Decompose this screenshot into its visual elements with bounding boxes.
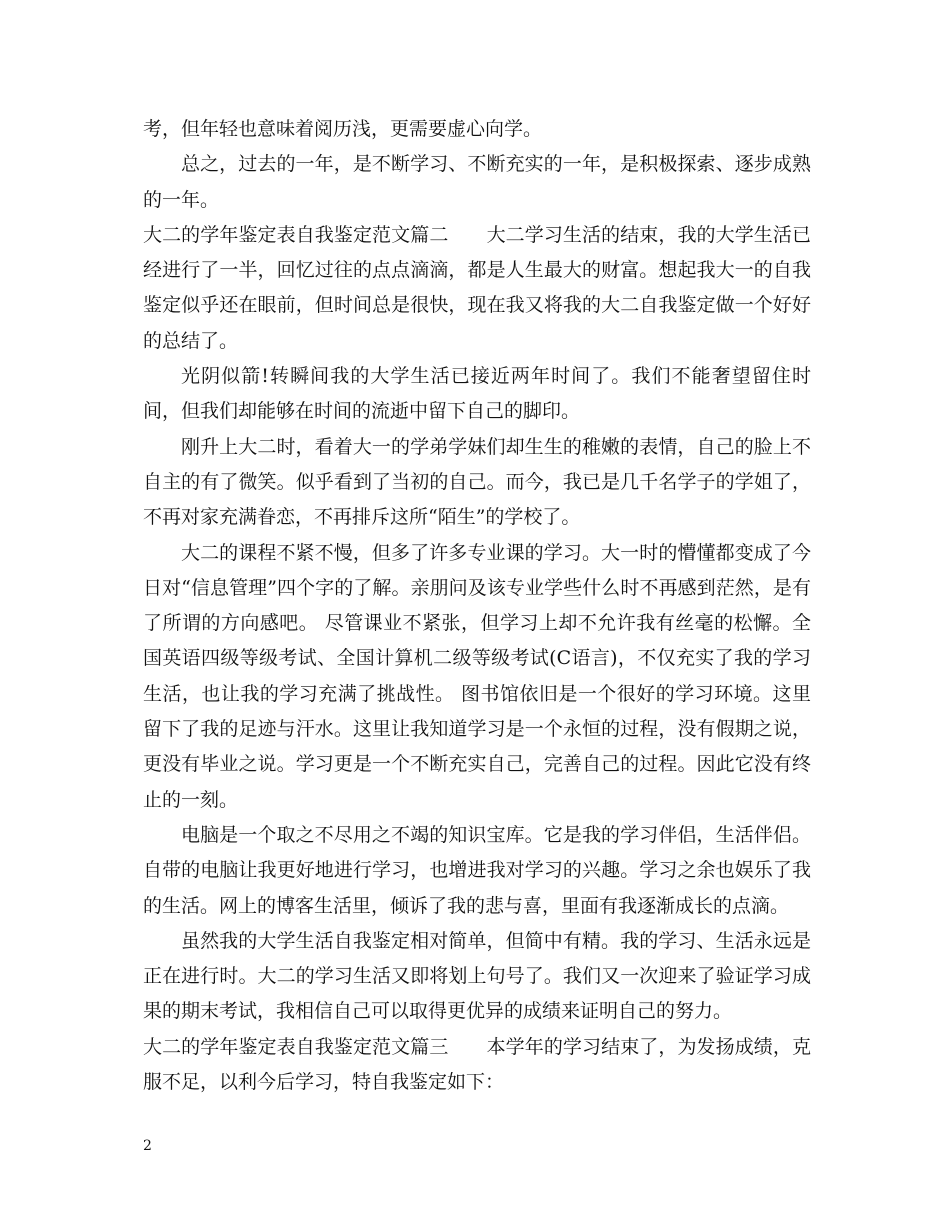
paragraph-7: 电脑是一个取之不尽用之不竭的知识宝库。它是我的学习伴侣，生活伴侣。自带的电脑让我更好地进行学习，也增进我对学习的兴趣。学习之余也娱乐了我的生活。网上的博客生活里，倾诉了我的悲与喜，里面有我逐渐成长的点滴。 [143,823,811,917]
paragraph-5: 刚升上大二时，看着大一的学弟学妹们却生生的稚嫩的表情，自己的脸上不自主的有了微笑。似乎看到了当初的自己。而今，我已是几千名学子的学姐了，不再对家充满眷恋，不再排斥这所“陌生”的学校了。 [143,435,811,529]
paragraph-8: 虽然我的大学生活自我鉴定相对简单，但简中有精。我的学习、生活永远是正在进行时。大二的学习生活又即将划上句号了。我们又一次迎来了验证学习成果的期末考试，我相信自己可以取得更优异的成绩来证明自己的努力。 [143,929,811,1023]
paragraph-1: 考，但年轻也意味着阅历浅，更需要虚心向学。 [143,118,543,140]
body-text [143,112,811,1100]
paragraph-9: 大二的学年鉴定表自我鉴定范文篇三 本学年的学习结束了，为发扬成绩，克服不足，以利今后学习，特自我鉴定如下： [143,1035,811,1094]
paragraph-2: 总之，过去的一年，是不断学习、不断充实的一年，是积极探索、逐步成熟的一年。 [143,153,811,211]
paragraph-4: 光阴似箭!转瞬间我的大学生活已接近两年时间了。我们不能奢望留住时间，但我们却能够在时间的流逝中留下自己的脚印。 [143,365,811,423]
page-number: 2 [143,1138,152,1154]
paragraph-3: 大二的学年鉴定表自我鉴定范文篇二 大二学习生活的结束，我的大学生活已经进行了一半，回忆过往的点点滴滴，都是人生最大的财富。想起我大一的自我鉴定似乎还在眼前，但时间总是很快，现在我又将我的大二自我鉴定做一个好好的总结了。 [143,223,811,352]
paragraph-6: 大二的课程不紧不慢，但多了许多专业课的学习。大一时的懵懂都变成了今日对“信息管理”四个字的了解。亲朋问及该专业学些什么时不再感到茫然，是有了所谓的方向感吧。 尽管课业不紧张，但学习上却不允许我有丝毫的松懈。全国英语四级等级考试、全国计算机二级等级考试(C语言)，不仅充实了我的学习生活，也让我的学习充满了挑战性。 图书馆依旧是一个很好的学习环境。这里留下了我的足迹与汗水。这里让我知道学习是一个永恒的过程，没有假期之说，更没有毕业之说。学习更是一个不断充实自己，完善自己的过程。因此它没有终止的一刻。 [143,541,811,811]
